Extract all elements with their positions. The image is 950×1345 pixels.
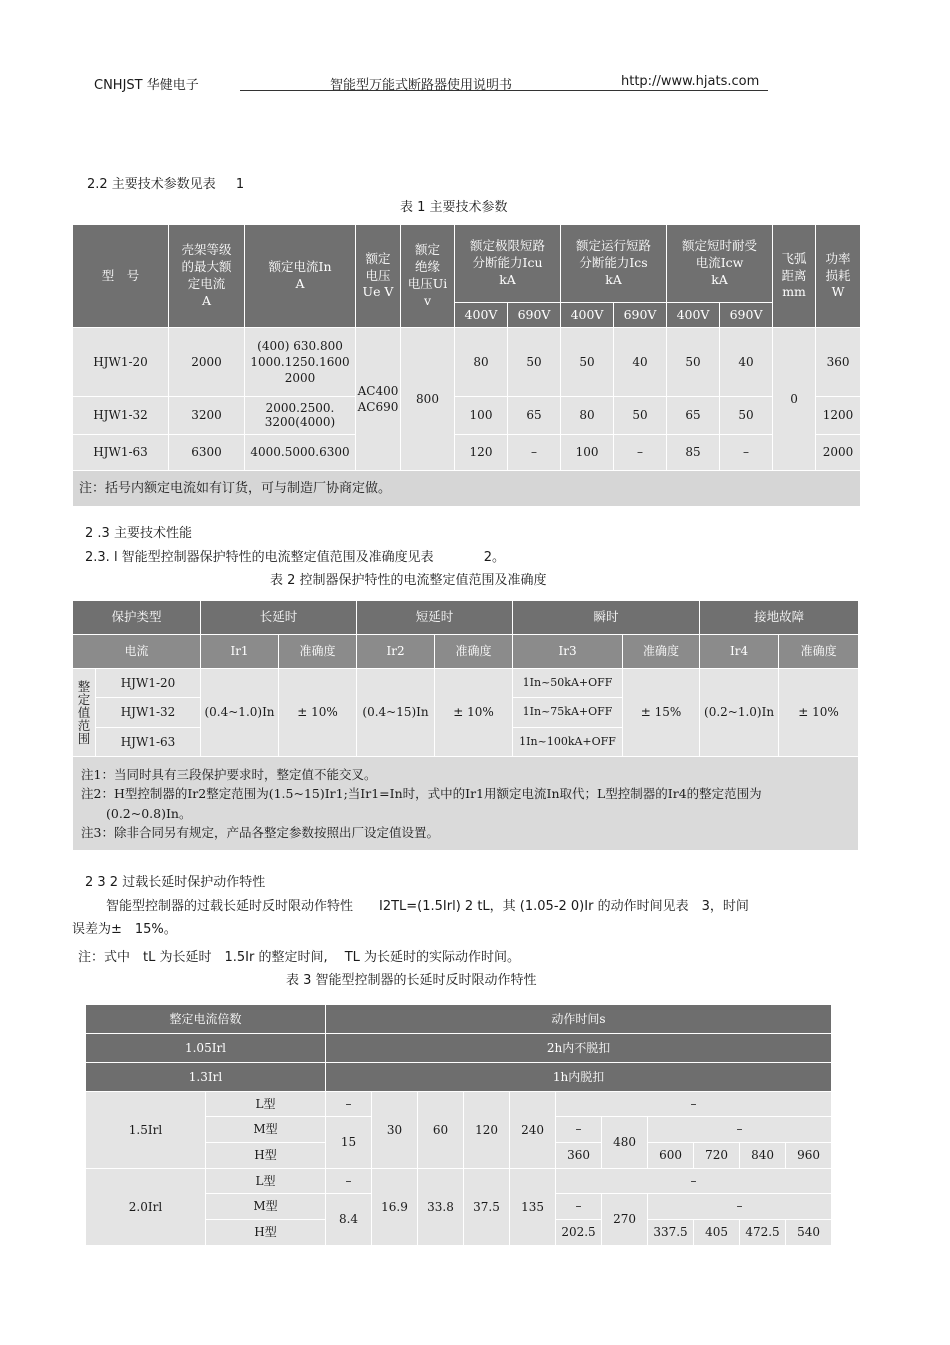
cell-common: 135 — [510, 1169, 556, 1246]
row-105-label: 1.05Irl — [86, 1034, 326, 1063]
cell-common: 120 — [464, 1092, 510, 1169]
cell-dash: – — [326, 1092, 372, 1117]
cell-mid: 480 — [602, 1117, 648, 1169]
cell-ics400: 100 — [561, 435, 614, 471]
table2-notes — [73, 757, 859, 851]
cell-ics690: – — [614, 435, 667, 471]
cell-icw690: 50 — [720, 397, 773, 435]
cell-common: 60 — [418, 1092, 464, 1169]
cell-icw690: 40 — [720, 328, 773, 397]
cell-ir3: 1In~50kA+OFF — [513, 669, 623, 698]
th-ics-400: 400V — [561, 303, 614, 328]
cell-h-tail: 337.5 — [648, 1220, 694, 1246]
section-2-3-2-heading: 2 3 2 过载长延时保护动作特性 — [85, 875, 266, 890]
header-brand: CNHJST 华健电子 — [94, 78, 199, 93]
th-ir1: Ir1 — [201, 635, 279, 669]
cell-h-tail: 540 — [786, 1220, 832, 1246]
th-model: 型 号 — [73, 225, 169, 328]
row-13-label: 1.3Irl — [86, 1063, 326, 1092]
th-insulation: 额定 绝缘 电压Ui v — [401, 225, 455, 328]
th-icw-400: 400V — [667, 303, 720, 328]
cell-power: 360 — [816, 328, 861, 397]
th-ir3: Ir3 — [513, 635, 623, 669]
cell-common: 240 — [510, 1092, 556, 1169]
cell-common: 16.9 — [372, 1169, 418, 1246]
cell-frame: 6300 — [169, 435, 245, 471]
th-short-delay: 短延时 — [357, 601, 513, 635]
cell-acc2: ± 10% — [435, 669, 513, 757]
th-power: 功率 损耗 W — [816, 225, 861, 328]
cell-ics690: 50 — [614, 397, 667, 435]
th-protection-type: 保护类型 — [73, 601, 201, 635]
section-2-3-1-text: 2.3. l 智能型控制器保护特性的电流整定值范围及准确度见表 2。 — [85, 550, 505, 565]
cell-rated: 4000.5000.6300 — [245, 435, 356, 471]
cell-model: HJW1-63 — [96, 728, 201, 757]
table-row — [73, 397, 861, 435]
th-acc1: 准确度 — [279, 635, 357, 669]
cell-icw400: 85 — [667, 435, 720, 471]
cell-ir3: 1In~100kA+OFF — [513, 728, 623, 757]
row-15-label: 1.5Irl — [86, 1092, 206, 1169]
cell-power: 2000 — [816, 435, 861, 471]
section-2-3-2-note: 注：式中 tL 为长延时 1.5Ir 的整定时间, TL 为长延时的实际动作时间。 — [78, 950, 521, 965]
cell-ics690: 40 — [614, 328, 667, 397]
cell-ir1: (0.4~1.0)In — [201, 669, 279, 757]
th-ir2: Ir2 — [357, 635, 435, 669]
th-icu: 额定极限短路 分断能力Icu kA — [455, 225, 561, 303]
table-row — [73, 435, 861, 471]
protection-table — [72, 600, 859, 851]
type-m: M型 — [206, 1194, 326, 1220]
th-icw: 额定短时耐受 电流Icw kA — [667, 225, 773, 303]
th-current: 电流 — [73, 635, 201, 669]
table1-caption: 表 1 主要技术参数 — [400, 200, 508, 215]
cell-icu690: 50 — [508, 328, 561, 397]
row-105-value: 2h内不脱扣 — [326, 1034, 832, 1063]
cell-frame: 3200 — [169, 397, 245, 435]
th-rated-voltage: 额定 电压 Ue V — [356, 225, 401, 328]
table-row — [73, 328, 861, 397]
type-h: H型 — [206, 1220, 326, 1246]
cell-arc: 0 — [773, 328, 816, 471]
cell-common: 30 — [372, 1092, 418, 1169]
cell-dash: – — [556, 1194, 602, 1220]
cell-dash: – — [326, 1169, 372, 1194]
cell-h-tail: 472.5 — [740, 1220, 786, 1246]
cell-dash: – — [556, 1117, 602, 1143]
cell-h-tail: 960 — [786, 1143, 832, 1169]
th-instant: 瞬时 — [513, 601, 700, 635]
cell-dash: – — [556, 1169, 832, 1194]
cell-dash: – — [648, 1194, 832, 1220]
cell-model: HJW1-63 — [73, 435, 169, 471]
cell-ics400: 50 — [561, 328, 614, 397]
cell-lm-first: 8.4 — [326, 1194, 372, 1246]
th-acc4: 准确度 — [779, 635, 859, 669]
table1-note: 注：括号内额定电流如有订货，可与制造厂协商定做。 — [73, 471, 861, 507]
cell-ir3: 1In~75kA+OFF — [513, 698, 623, 728]
cell-common: 37.5 — [464, 1169, 510, 1246]
table2-note-3: 注3：除非合同另有规定，产品各整定参数按照出厂设定值设置。 — [81, 824, 439, 840]
side-label-range: 整 定 值 范 围 — [73, 669, 96, 757]
type-l: L型 — [206, 1092, 326, 1117]
th-acc3: 准确度 — [623, 635, 700, 669]
section-2-2-heading: 2.2 主要技术参数见表 1 — [87, 177, 245, 192]
cell-h-tail: 720 — [694, 1143, 740, 1169]
th-acc2: 准确度 — [435, 635, 513, 669]
cell-h-tail: 405 — [694, 1220, 740, 1246]
cell-common: 33.8 — [418, 1169, 464, 1246]
cell-model: HJW1-32 — [96, 698, 201, 728]
spec-table — [72, 224, 861, 507]
th-icu-690: 690V — [508, 303, 561, 328]
cell-mid: 270 — [602, 1194, 648, 1246]
cell-acc4: ± 10% — [779, 669, 859, 757]
cell-h-tail: 600 — [648, 1143, 694, 1169]
cell-power: 1200 — [816, 397, 861, 435]
table2-note-2-cont: (0.2~0.8)In。 — [81, 805, 192, 821]
type-h: H型 — [206, 1143, 326, 1169]
table2-caption: 表 2 控制器保护特性的电流整定值范围及准确度 — [270, 573, 547, 588]
cell-ir2: (0.4~15)In — [357, 669, 435, 757]
th-current-multiple: 整定电流倍数 — [86, 1005, 326, 1034]
cell-frame: 2000 — [169, 328, 245, 397]
type-l: L型 — [206, 1169, 326, 1194]
th-icw-690: 690V — [720, 303, 773, 328]
cell-icu690: 65 — [508, 397, 561, 435]
th-rated-current: 额定电流In A — [245, 225, 356, 328]
row-20-label: 2.0Irl — [86, 1169, 206, 1246]
section-2-3-heading: 2 .3 主要技术性能 — [85, 526, 192, 541]
cell-acc3: ± 15% — [623, 669, 700, 757]
cell-model: HJW1-20 — [96, 669, 201, 698]
section-2-3-2-line2: 误差为± 15%。 — [72, 922, 177, 937]
cell-icw690: – — [720, 435, 773, 471]
table2-note-2: 注2：H型控制器的Ir2整定范围为(1.5~15)Ir1;当Ir1=In时，式中的Ir1用额定电流In取代；L型控制器的Ir4的整定范围为 — [81, 786, 762, 802]
th-ics-690: 690V — [614, 303, 667, 328]
th-icu-400: 400V — [455, 303, 508, 328]
cell-dash: – — [648, 1117, 832, 1143]
header-rule — [240, 90, 768, 91]
cell-h-first: 202.5 — [556, 1220, 602, 1246]
cell-icw400: 65 — [667, 397, 720, 435]
th-ground-fault: 接地故障 — [700, 601, 859, 635]
th-arc: 飞弧 距离 mm — [773, 225, 816, 328]
type-m: M型 — [206, 1117, 326, 1143]
th-action-time: 动作时间s — [326, 1005, 832, 1034]
long-delay-table — [85, 1004, 832, 1246]
cell-icw400: 50 — [667, 328, 720, 397]
cell-voltage: AC400 AC690 — [356, 328, 401, 471]
header-url[interactable]: http://www.hjats.com — [621, 74, 760, 89]
cell-rated: (400) 630.800 1000.1250.1600 2000 — [245, 328, 356, 397]
cell-icu400: 80 — [455, 328, 508, 397]
section-2-3-2-line1: 智能型控制器的过载长延时反时限动作特性 I2TL=(1.5Irl) 2 tL，其 (1.05-2 0)Ir 的动作时间见表 3，时间 — [106, 899, 749, 914]
cell-model: HJW1-32 — [73, 397, 169, 435]
cell-icu400: 120 — [455, 435, 508, 471]
th-frame: 壳架等级 的最大额 定电流 A — [169, 225, 245, 328]
cell-model: HJW1-20 — [73, 328, 169, 397]
header-doc-title: 智能型万能式断路器使用说明书 — [330, 78, 513, 93]
cell-h-tail: 840 — [740, 1143, 786, 1169]
th-long-delay: 长延时 — [201, 601, 357, 635]
th-ir4: Ir4 — [700, 635, 779, 669]
table3-caption: 表 3 智能型控制器的长延时反时限动作特性 — [286, 973, 537, 988]
cell-icu400: 100 — [455, 397, 508, 435]
cell-h-first: 360 — [556, 1143, 602, 1169]
cell-ir4: (0.2~1.0)In — [700, 669, 779, 757]
row-13-value: 1h内脱扣 — [326, 1063, 832, 1092]
cell-dash: – — [556, 1092, 832, 1117]
cell-rated: 2000.2500. 3200(4000) — [245, 397, 356, 435]
th-ics: 额定运行短路 分断能力Ics kA — [561, 225, 667, 303]
cell-insulation: 800 — [401, 328, 455, 471]
table2-note-1: 注1：当同时具有三段保护要求时，整定值不能交叉。 — [81, 766, 377, 782]
cell-icu690: – — [508, 435, 561, 471]
cell-ics400: 80 — [561, 397, 614, 435]
cell-lm-first: 15 — [326, 1117, 372, 1169]
cell-acc1: ± 10% — [279, 669, 357, 757]
